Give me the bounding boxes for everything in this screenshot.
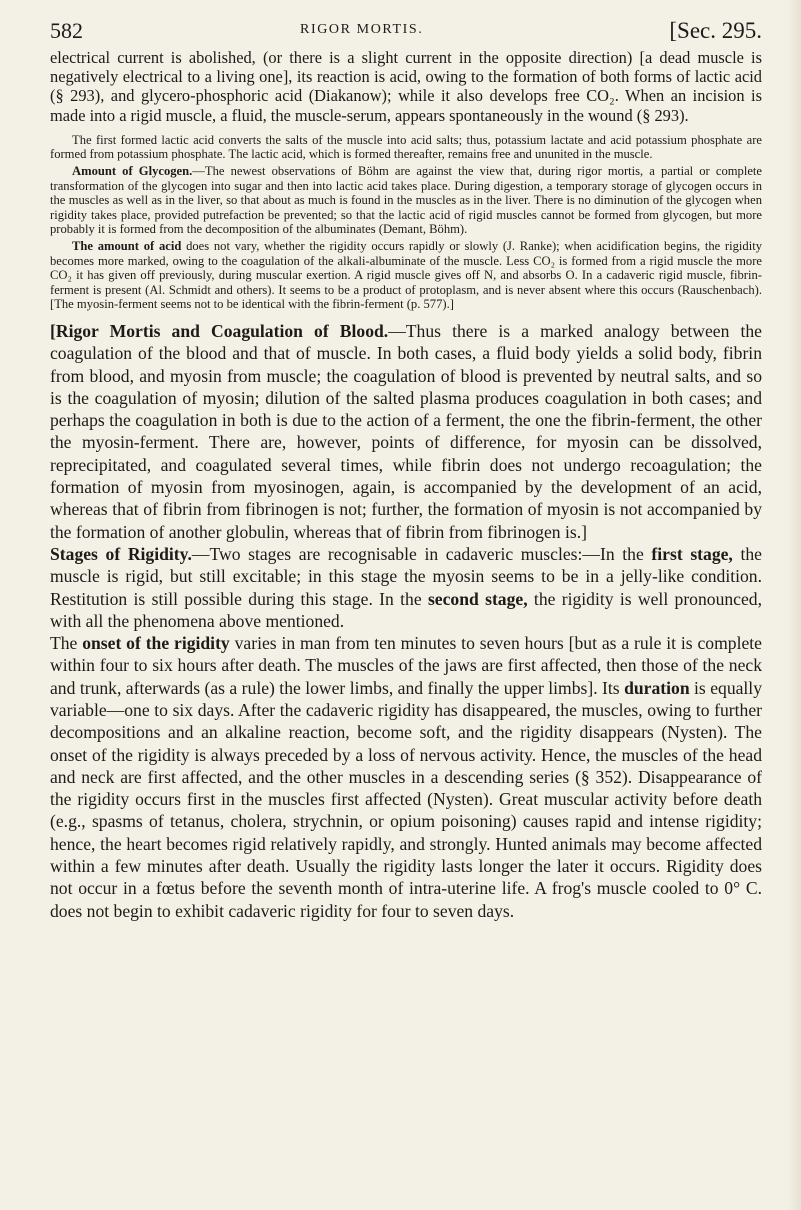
section-number: [Sec. 295. (669, 18, 762, 43)
book-page (50, 18, 762, 922)
page-header (50, 18, 762, 46)
paragraph-stages-of-rigidity (50, 543, 762, 632)
text-onset-3: is equally variable—one to six days. After the cadaveric rigidity has disappeared, the muscles, owing to further decompositions and an alkaline reaction, become soft, and the rigidity disappears (Nysten). The onset of the rigidity is always preceded by a loss of nervous activity. Hence, the muscles of the head and neck are first affected, and the other muscles in a descending series (§ 352). Disappearance of the rigidity occurs first in the muscles first affected (Nysten). Great muscular activity before death (e.g., spasms of tetanus, cholera, strychnin, or opium poisoning) causes rapid and intense rigidity; hence, the heart becomes rigid relatively rapidly, and strongly. Hunted animals may become affected within a few minutes after death. Usually the rigidity lasts longer the later it occurs. Rigidity does not occur in a fœtus before the seventh month of intra-uterine life. A frog's muscle cooled to 0° C. does not begin to exhibit cadaveric rigidity for four to seven days. (50, 677, 762, 921)
paragraph-electrical-current: electrical current is abolished, (or there is a slight current in the opposite direction) [a dead muscle is negatively electrical to a living one], its reaction is acid, owing to the formation of both forms of lactic acid (§ 293), and glycero-phosphoric acid (Diakanow); while it also develops free CO₂. When an incision is made into a rigid muscle, a fluid, the muscle-serum, appears spontaneously in the wound (§ 293). (50, 48, 762, 125)
term-onset-of-rigidity: onset of the rigidity (82, 633, 230, 654)
heading-stages-of-rigidity: Stages of Rigidity. (50, 543, 192, 564)
note-amount-of-acid (50, 239, 762, 312)
page-edge-shadow (787, 0, 801, 1210)
page-number: 582 (50, 18, 83, 43)
text-stages-b: the muscle is rigid, but still excitable; in this stage the myosin seems to be in a jelly-like condition. Restitution is still possible during this stage. In the (50, 543, 762, 609)
note-heading-acid: The amount of acid (72, 238, 182, 253)
heading-rigor-mortis-coagulation: [Rigor Mortis and Coagulation of Blood. (50, 320, 389, 341)
term-first-stage: first stage, (651, 543, 733, 564)
note-text-glycogen: —The newest observations of Böhm are against the view that, during rigor mortis, a partial or complete transformation of the glycogen into sugar and then into lactic acid takes place. During digestion, a temporary storage of glycogen occurs in the muscles as well as in the liver, so that about as much is found in the muscles as in the liver. There is no diminution of the glycogen when rigidity takes place, provided putrefaction be prevented; so that the lactic acid of rigid muscles cannot be formed from glycogen, but more probably it is formed from the decomposition of the albuminates (Demant, Böhm). (50, 164, 763, 237)
text-onset-2: varies in man from ten minutes to seven hours [but as a rule it is complete within four to six hours after death. The muscles of the jaws are first affected, then those of the neck and trunk, afterwards (as a rule) the lower limbs, and finally the upper limbs]. Its (50, 633, 762, 698)
text-coagulation: —Thus there is a marked analogy between the coagulation of the blood and that of muscle. In both cases, a fluid body yields a solid body, fibrin from blood, and myosin from muscle; the coagulation of blood is prevented by neutral salts, and so is the coagulation of myosin; dilution of the salted plasma produces coagulation in both cases; and perhaps the coagulation in both is due to the action of a ferment, the one the fibrin-ferment, the other the myosin-ferment. There are, however, points of difference, for myosin can be dissolved, reprecipitated, and coagulated several times, while fibrin does not undergo recoagulation; the formation of myosin from myosinogen, again, is accompanied by the development of an acid, whereas that of fibrin from fibrinogen is not; further, the formation of myosin is not accompanied by the formation of another globulin, whereas that of fibrin from fibrinogen is.] (50, 320, 762, 542)
running-title: RIGOR MORTIS. (300, 22, 424, 37)
term-duration: duration (624, 677, 690, 698)
term-second-stage: second stage, (427, 588, 528, 609)
note-heading-glycogen: Amount of Glycogen. (72, 164, 193, 178)
note-lactic-acid: The first formed lactic acid converts the salts of the muscle into acid salts; thus, potassium lactate and acid potassium phosphate are formed from potassium phosphate. The lactic acid, which is formed thereafter, remains free and ununited in the muscle. (50, 132, 762, 162)
note-amount-of-glycogen (50, 164, 762, 237)
paragraph-coagulation-of-blood (50, 320, 762, 543)
note-text-acid: does not vary, whether the rigidity occurs rapidly or slowly (J. Ranke); when acidification begins, the rigidity becomes more marked, owing to the coagulation of the alkali-albuminate of the muscle. Less CO₂ is formed from a rigid muscle the more CO₂ it has given off previously, during muscular exertion. A rigid muscle gives off N, and absorbs O. In a cadaveric rigid muscle, fibrin-ferment is present (Al. Schmidt and others). It seems to be a product of protoplasm, and is never absent where this occurs (Rauschenbach). [The myosin-ferment seems not to be identical with the fibrin-ferment (p. 577).] (50, 238, 763, 312)
text-onset-1: The (50, 633, 83, 654)
text-stages-a: —Two stages are recognisable in cadaveric muscles:—In the (191, 543, 652, 564)
text-stages-c: the rigidity is well pronounced, with all the phenomena above mentioned. (50, 588, 762, 631)
paragraph-onset-of-rigidity (50, 632, 762, 922)
